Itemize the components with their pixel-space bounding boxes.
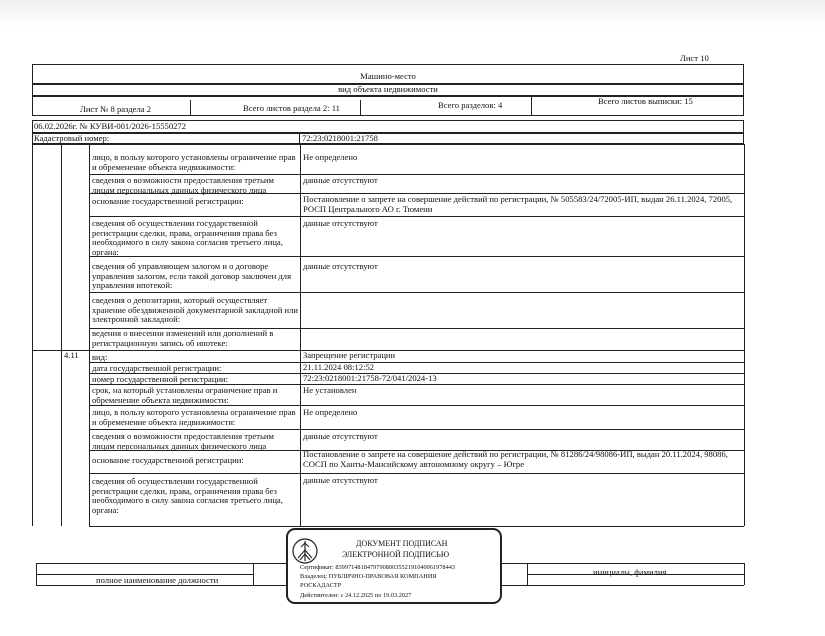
- row-label: основание государственной регистрации:: [92, 196, 244, 206]
- row-label: сведения об осуществлении государственной регистрации сделки, права, ограничения права без необходимого в силу закона согласия третьего лица, органа:: [92, 218, 283, 257]
- cadastral-row: [32, 133, 744, 144]
- row-label: срок, на который установлены ограничение прав и обременение объекта недвижимости:: [92, 385, 278, 405]
- row-value: Не определено: [303, 407, 358, 417]
- signature-certificate: Сертификат: 83997148184797908003552191040061978443: [300, 564, 456, 571]
- emblem-icon: [292, 538, 318, 564]
- row-value: Запрещение регистрации: [303, 350, 396, 360]
- scan-shadow: [0, 0, 825, 28]
- section-number: 4.11: [64, 350, 79, 360]
- cadastral-value: 72:23:0218001:21758: [302, 133, 378, 143]
- row-label: вид:: [92, 352, 108, 362]
- row-label: ведения о внесении изменений или дополнений в регистрационную запись об ипотеке:: [92, 328, 274, 348]
- row-value: 72:23:0218001:21758-72/041/2024-13: [303, 373, 437, 383]
- row-value: Постановление о запрете на совершение действий по регистрации, № 81286/24/98086-ИП, выдан 20.11.2024, 98086, СОСП по Ханты-Мансийскому автономному округу – Югре: [303, 449, 728, 469]
- section-sheet: Лист № 8 раздела 2: [80, 104, 152, 114]
- cadastral-label: Кадастровый номер:: [34, 133, 110, 143]
- signature-owner1: Владелец: ПУБЛИЧНО-ПРАВОВАЯ КОМПАНИЯ: [300, 573, 437, 580]
- row-value: 21.11.2024 08:12:52: [303, 362, 375, 372]
- row-label: сведения об осуществлении государственной регистрации сделки, права, ограничения права без необходимого в силу закона согласия третьего лица, органа:: [92, 476, 283, 515]
- signature-valid: Действителен: с 24.12.2025 по 19.03.2027: [300, 592, 412, 599]
- row-label: основание государственной регистрации:: [92, 455, 244, 465]
- row-value: данные отсутствуют: [303, 431, 378, 441]
- signature-stamp: [286, 528, 502, 604]
- position-label: полное наименование должности: [96, 575, 219, 585]
- row-label: сведения о возможности предоставления третьим лицам персональных данных физического лица: [92, 175, 274, 195]
- row-label: лицо, в пользу которого установлены ограничение прав и обременение объекта недвижимости:: [92, 407, 296, 427]
- row-value: Постановление о запрете на совершение действий по регистрации, № 505583/24/72005-ИП, выдан 26.11.2024, 72005, РОСП Центрального АО г. Тюмени: [303, 194, 733, 214]
- row-label: сведения о возможности предоставления третьим лицам персональных данных физического лица: [92, 431, 274, 451]
- object-subtitle: вид объекта недвижимости: [338, 84, 438, 94]
- name-label: инициалы, фамилия: [593, 567, 667, 577]
- row-value: Не определено: [303, 152, 358, 162]
- row-label: дата государственной регистрации:: [92, 363, 222, 373]
- row-label: сведения о депозитарии, который осуществляет хранение обездвиженной документарной закладной или электронной закладной:: [92, 295, 298, 325]
- row-label: лицо, в пользу которого установлены ограничение прав и обременение объекта недвижимости:: [92, 152, 296, 172]
- row-value: Не установлен: [303, 385, 357, 395]
- total-extract-sheets: Всего листов выписки: 15: [598, 96, 693, 106]
- row-value: данные отсутствуют: [303, 175, 378, 185]
- total-sections: Всего разделов: 4: [438, 100, 503, 110]
- signature-owner2: РОСКАДАСТР: [300, 582, 342, 589]
- signature-line2: ЭЛЕКТРОННОЙ ПОДПИСЬЮ: [342, 550, 450, 559]
- date-number: 06.02.2026г. № КУВИ-001/2026-15550272: [34, 121, 187, 131]
- row-value: данные отсутствуют: [303, 218, 378, 228]
- total-section-sheets: Всего листов раздела 2: 11: [243, 103, 340, 113]
- row-label: номер государственной регистрации:: [92, 374, 229, 384]
- row-label: сведения об управляющем залогом и о договоре управления залогом, если такой договор заключен для управления ипотекой:: [92, 261, 292, 291]
- object-title: Машино-место: [360, 71, 416, 81]
- row-value: данные отсутствуют: [303, 261, 378, 271]
- row-value: данные отсутствуют: [303, 475, 378, 485]
- signature-line1: ДОКУМЕНТ ПОДПИСАН: [356, 539, 448, 548]
- sheet-label: Лист 10: [680, 53, 709, 63]
